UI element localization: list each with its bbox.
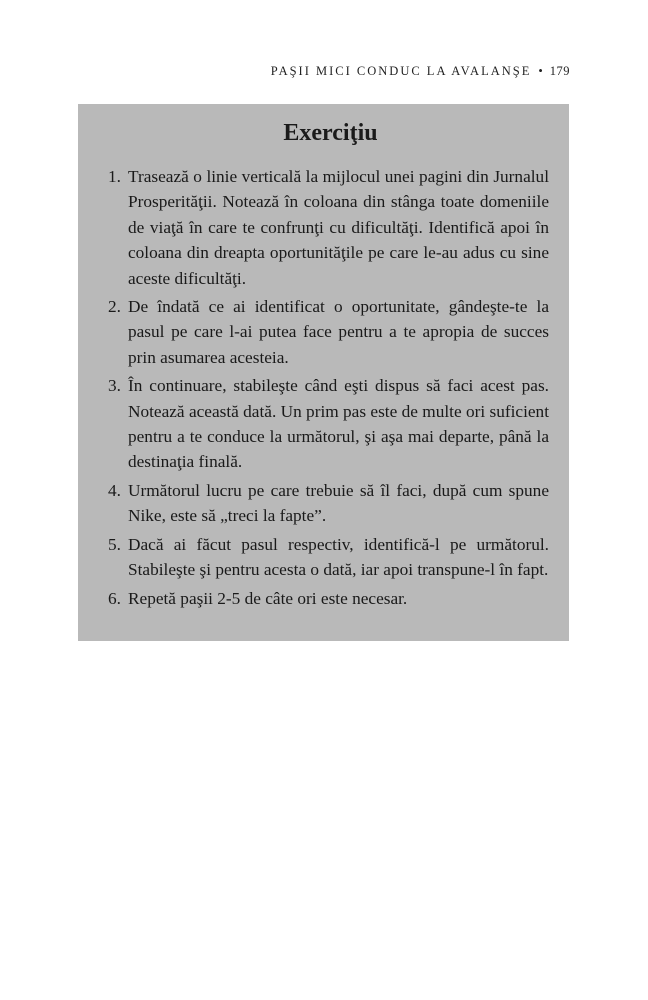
step-text: Dacă ai făcut pasul respectiv, identifică-l pe următorul. Stabileşte şi pentru acesta o dată, iar apoi transpune-l în fapt.	[128, 534, 549, 580]
exercise-title: Exerciţiu	[283, 120, 378, 146]
step-text: Trasează o linie verticală la mijlocul unei pagini din Jurnalul Prosperităţii. Notează în coloana din stânga toate domeniile de viaţă în care te confrunţi cu dificultăţi. Identifică apoi în coloana din dreapta oportunităţile pe care le-au adus cu sine aceste dificultăţi.	[128, 167, 549, 288]
exercise-step-6	[108, 586, 549, 611]
exercise-step-5	[108, 532, 549, 583]
exercise-step-3	[108, 373, 549, 475]
step-number: 3.	[108, 376, 121, 396]
exercise-step-1	[108, 164, 549, 291]
page-number: 179	[549, 64, 570, 78]
header-separator: •	[538, 64, 543, 78]
step-number: 2.	[108, 297, 121, 317]
exercise-step-4	[108, 478, 549, 529]
step-text: În continuare, stabileşte când eşti dispus să faci acest pas. Notează această dată. Un prim pas este de multe ori suficient pentru a te conduce la următorul, şi aşa mai departe, până la destinaţia finală.	[128, 376, 549, 472]
step-text: Repetă paşii 2-5 de câte ori este necesar.	[128, 588, 408, 608]
step-text: Următorul lucru pe care trebuie să îl faci, după cum spune Nike, este să „treci la fapte”.	[128, 480, 549, 526]
step-number: 6.	[108, 588, 121, 608]
running-header	[271, 64, 570, 79]
running-title: PAŞII MICI CONDUC LA AVALANŞE	[270, 64, 532, 78]
exercise-step-2	[108, 294, 549, 370]
step-number: 1.	[108, 167, 121, 186]
step-number: 4.	[108, 480, 121, 500]
step-number: 5.	[108, 534, 121, 554]
exercise-steps	[108, 164, 549, 611]
exercise-box	[78, 104, 569, 641]
step-text: De îndată ce ai identificat o oportunitate, gândeşte-te la pasul pe care l-ai putea face pentru a te apropia de succes prin asumarea acesteia.	[128, 297, 549, 367]
